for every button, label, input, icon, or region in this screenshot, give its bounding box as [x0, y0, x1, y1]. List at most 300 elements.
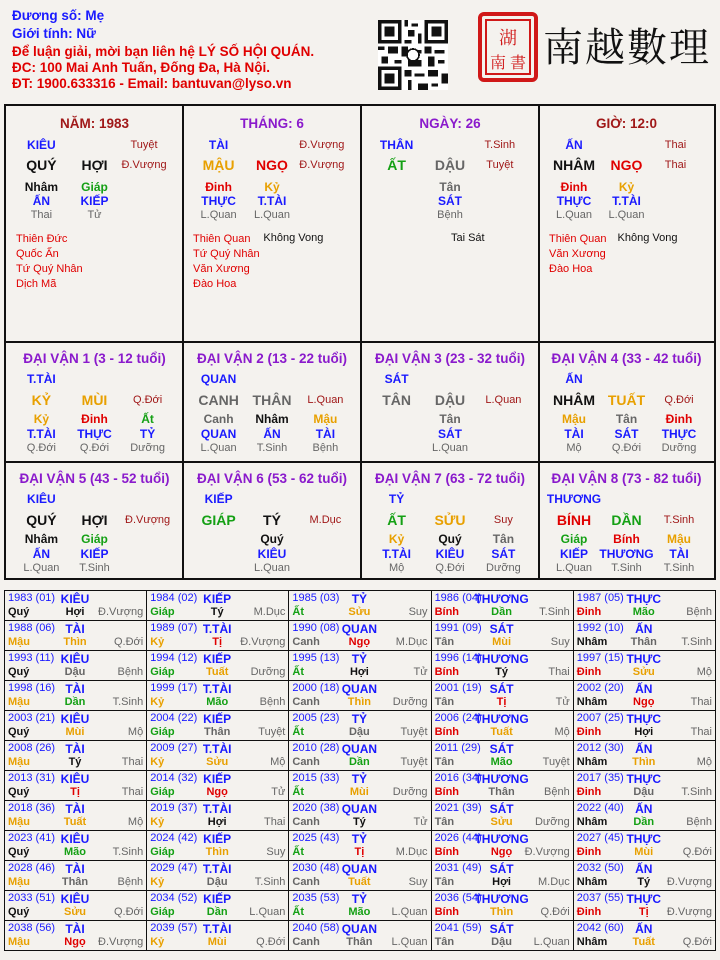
- dai-van-can-god: TỶ: [388, 492, 405, 506]
- year-chi: Hợi: [207, 816, 227, 828]
- year-can: Giáp: [150, 906, 175, 918]
- year-cell-content: [147, 831, 288, 860]
- year-cell-content: [574, 801, 715, 830]
- year-cell: [573, 621, 715, 651]
- dai-van-hidden-god: KIÊU: [435, 547, 465, 561]
- logo-text: 南越數理: [543, 25, 711, 71]
- year-cell-content: [289, 801, 430, 830]
- year-label: 2002 (20): [576, 682, 624, 694]
- year-stage: T.Sinh: [681, 786, 712, 798]
- year-row: [5, 591, 716, 621]
- year-cell-content: [289, 771, 430, 800]
- year-cell: [573, 921, 715, 951]
- year-chi: Tị: [212, 636, 223, 648]
- dai-van-chi: HỢI: [81, 512, 108, 528]
- year-cell: [147, 891, 289, 921]
- year-star: TỶ: [351, 772, 368, 786]
- pillar-can-stage: Thai: [664, 139, 687, 151]
- year-chi: Dậu: [633, 786, 655, 798]
- dai-van-hidden: Canh: [203, 412, 234, 426]
- year-star: KIÊU: [60, 592, 90, 606]
- year-star: TỶ: [351, 712, 368, 726]
- year-row: [5, 831, 716, 861]
- dai-van-chi-stage: L.Quan: [307, 394, 344, 406]
- year-can: Bính: [434, 846, 460, 858]
- year-can: Giáp: [150, 606, 175, 618]
- shensha-item: Quốc Ấn: [16, 248, 59, 260]
- year-star: THƯƠNG: [474, 832, 529, 846]
- year-chi: Ngọ: [490, 846, 513, 858]
- year-stage: M.Dục: [395, 636, 428, 648]
- dai-van-hidden: Giáp: [81, 532, 108, 546]
- red-seal-icon: [478, 12, 538, 82]
- year-can: Tân: [434, 936, 455, 948]
- year-cell-content: [432, 621, 573, 650]
- shensha-item: Thiên Quan: [193, 233, 251, 245]
- dai-van-chi: TÝ: [263, 512, 281, 528]
- header: [12, 8, 372, 92]
- year-label: 2015 (33): [292, 772, 340, 784]
- year-cell: [431, 681, 573, 711]
- year-star: THỰC: [626, 712, 662, 726]
- year-star: SÁT: [489, 922, 514, 936]
- year-chi: Dậu: [491, 936, 512, 948]
- year-chi: Thân: [346, 936, 373, 948]
- dai-van-1: [6, 342, 183, 462]
- year-can: Kỷ: [150, 876, 165, 888]
- hidden-stem-god: ẤN: [32, 194, 51, 208]
- year-star: THỰC: [626, 652, 662, 666]
- year-stage: Q.Đới: [540, 906, 570, 918]
- dai-van-can: BÍNH: [556, 512, 592, 528]
- pillar-can-stage: Tuyệt: [130, 139, 158, 151]
- year-star: KIẾP: [203, 892, 232, 906]
- year-can: Nhâm: [576, 756, 608, 768]
- hidden-stem: Nhâm: [24, 180, 59, 194]
- year-stage: Dưỡng: [392, 696, 428, 708]
- year-label: 1993 (11): [8, 652, 55, 664]
- qr-code-icon[interactable]: [378, 20, 448, 90]
- year-can: Tân: [434, 756, 455, 768]
- year-row: [5, 711, 716, 741]
- year-cell-content: [574, 681, 715, 710]
- dai-van-hidden-god: SÁT: [491, 547, 516, 561]
- year-cell: [5, 591, 147, 621]
- dai-van-hidden-stage: L.Quan: [555, 562, 593, 574]
- shensha-item: Đào Hoa: [549, 263, 593, 275]
- year-stage: Mộ: [127, 726, 144, 738]
- year-can: Canh: [292, 756, 320, 768]
- year-cell: [5, 801, 147, 831]
- dai-van-hidden-god: T.TÀI: [27, 427, 56, 441]
- year-chi: Thân: [488, 786, 515, 798]
- dai-van-7: [361, 462, 539, 578]
- dai-van-title: ĐẠI VẬN 8 (73 - 82 tuổi): [551, 471, 702, 486]
- year-label: 2030 (48): [292, 862, 340, 874]
- shensha-item: Tứ Quý Nhân: [193, 248, 260, 260]
- year-stage: Mộ: [696, 756, 712, 768]
- year-stage: Tử: [555, 696, 570, 708]
- dai-van-hidden-stage: T.Sinh: [663, 562, 695, 574]
- dai-van-hidden-stage: Q.Đới: [26, 442, 56, 454]
- year-label: 1998 (16): [8, 682, 56, 694]
- year-star: THƯƠNG: [474, 712, 529, 726]
- pillar-can: NHÂM: [553, 157, 595, 173]
- year-cell-content: [289, 681, 430, 710]
- year-star: SÁT: [489, 622, 514, 636]
- dai-van-can: TÂN: [382, 392, 411, 408]
- year-can: Mậu: [8, 876, 30, 888]
- year-cell: [431, 711, 573, 741]
- dai-van-chi: MÙI: [81, 392, 108, 408]
- shensha-item: Tứ Quý Nhân: [16, 263, 83, 275]
- year-star: THỰC: [626, 892, 662, 906]
- year-label: 1994 (12): [150, 652, 198, 664]
- dai-van-hidden-god: SÁT: [438, 427, 462, 441]
- year-label: 2018 (36): [8, 802, 56, 814]
- year-label: 1984 (02): [150, 592, 198, 604]
- dai-van-hidden-stage: L.Quan: [253, 562, 291, 574]
- year-can: Nhâm: [576, 816, 608, 828]
- year-cell: [289, 921, 431, 951]
- pillar-void: Tai Sát: [450, 232, 485, 244]
- pillar-can-stage: T.Sinh: [484, 139, 516, 151]
- dai-van-hidden-god: TÀI: [564, 427, 584, 441]
- dai-van-can-god: THƯƠNG: [546, 492, 602, 506]
- year-cell: [147, 801, 289, 831]
- year-cell-content: [289, 891, 430, 920]
- year-can: Mậu: [8, 816, 30, 828]
- year-label: 2007 (25): [576, 712, 624, 724]
- seal-char-1: 湖: [499, 28, 517, 49]
- year-cell-content: [432, 921, 573, 950]
- year-stage: Bệnh: [686, 606, 712, 618]
- year-cell: [573, 771, 715, 801]
- year-star: T.TÀI: [202, 802, 232, 816]
- year-star: THƯƠNG: [474, 772, 529, 786]
- year-label: 1985 (03): [292, 592, 340, 604]
- year-cell: [289, 891, 431, 921]
- year-label: 2014 (32): [150, 772, 198, 784]
- dai-van-can: NHÂM: [553, 392, 595, 408]
- year-cell-content: [147, 741, 288, 770]
- dai-van-6: [183, 462, 361, 578]
- year-can: Mậu: [8, 696, 30, 708]
- year-chi: Tuất: [632, 936, 655, 948]
- year-row: [5, 681, 716, 711]
- pillar-can: ẤT: [387, 157, 406, 173]
- year-can: Giáp: [150, 786, 175, 798]
- year-label: 2040 (58): [292, 922, 340, 934]
- year-cell: [431, 831, 573, 861]
- year-cell: [573, 861, 715, 891]
- year-can: Ất: [292, 786, 304, 798]
- year-cell-content: [147, 861, 288, 890]
- year-cell: [431, 741, 573, 771]
- year-cell-content: [574, 891, 715, 920]
- dai-van-hidden: Quý: [438, 532, 462, 546]
- year-star: KIẾP: [203, 592, 232, 606]
- year-can: Canh: [292, 936, 320, 948]
- year-can: Kỷ: [150, 816, 165, 828]
- year-chi: Mùi: [349, 786, 369, 798]
- year-can: Bính: [434, 606, 460, 618]
- year-stage: Đ.Vượng: [666, 876, 712, 888]
- year-chi: Dần: [206, 906, 228, 918]
- shensha-item: Thiên Quan: [549, 233, 607, 245]
- pillar-can-god: KIÊU: [27, 138, 56, 152]
- year-star: KIÊU: [60, 832, 90, 846]
- year-stage: Tử: [413, 666, 428, 678]
- year-can: Đinh: [576, 906, 602, 918]
- year-label: 2032 (50): [576, 862, 624, 874]
- year-can: Đinh: [576, 666, 602, 678]
- dai-van-can: QUÝ: [26, 512, 57, 528]
- year-label: 2011 (29): [434, 742, 481, 754]
- dai-van-chi: TUẤT: [607, 392, 646, 408]
- dai-van-3: [361, 342, 539, 462]
- year-stage: Mộ: [127, 816, 144, 828]
- annual-luck-table: [4, 590, 716, 951]
- year-label: 2025 (43): [292, 832, 340, 844]
- year-cell-content: [5, 711, 146, 740]
- year-stage: M.Dục: [395, 846, 428, 858]
- year-label: 1992 (10): [576, 622, 624, 634]
- dai-van-hidden-stage: Dưỡng: [661, 442, 697, 454]
- year-cell: [573, 741, 715, 771]
- year-can: Tân: [434, 816, 455, 828]
- year-stage: T.Sinh: [112, 846, 144, 858]
- year-stage: T.Sinh: [254, 876, 286, 888]
- year-chi: Mùi: [65, 726, 85, 738]
- shensha-list: [549, 232, 606, 277]
- year-stage: T.Sinh: [112, 696, 144, 708]
- dai-van-hidden: Nhâm: [24, 532, 59, 546]
- dai-van-hidden-stage: Dưỡng: [130, 442, 165, 454]
- year-cell-content: [147, 681, 288, 710]
- year-stage: Mộ: [270, 756, 286, 768]
- year-cell: [289, 681, 431, 711]
- dai-van-hidden-god: KIẾP: [80, 547, 109, 561]
- year-row: [5, 801, 716, 831]
- dai-van-title: ĐẠI VẬN 3 (23 - 32 tuổi): [374, 351, 526, 366]
- gender: Giới tính: Nữ: [12, 26, 96, 41]
- dai-van-8: [539, 462, 714, 578]
- year-cell-content: [147, 651, 288, 680]
- pillar-0: [6, 106, 183, 342]
- year-can: Canh: [292, 696, 320, 708]
- dai-van-hidden: Nhâm: [255, 412, 289, 426]
- year-cell: [431, 651, 573, 681]
- year-cell: [431, 801, 573, 831]
- hidden-stem-god: THỰC: [201, 194, 236, 208]
- year-chi: Sửu: [632, 666, 655, 678]
- dai-van-hidden-stage: Q.Đới: [435, 562, 465, 574]
- year-cell: [431, 861, 573, 891]
- year-chi: Thân: [630, 636, 657, 648]
- year-cell-content: [147, 771, 288, 800]
- hidden-stem: Giáp: [81, 180, 108, 194]
- year-star: TÀI: [65, 922, 85, 936]
- dai-van-title: ĐẠI VẬN 2 (13 - 22 tuổi): [196, 351, 348, 366]
- year-chi: Tị: [496, 696, 507, 708]
- year-star: ẤN: [635, 742, 653, 756]
- year-chi: Tý: [210, 606, 224, 618]
- dai-van-hidden-stage: Bệnh: [312, 442, 339, 454]
- pillar-void: Không Vong: [263, 232, 324, 244]
- hidden-stem-stage: Thai: [30, 209, 53, 221]
- year-stage: L.Quan: [391, 936, 428, 948]
- year-cell: [431, 621, 573, 651]
- year-star: THỰC: [626, 592, 662, 606]
- dai-van-title: ĐẠI VẬN 5 (43 - 52 tuổi): [19, 471, 170, 486]
- dai-van-hidden-stage: T.Sinh: [79, 562, 110, 574]
- year-star: TÀI: [65, 682, 85, 696]
- year-chi: Dậu: [348, 726, 370, 738]
- year-chi: Ngọ: [633, 696, 655, 708]
- hidden-stem-stage: Bệnh: [437, 209, 463, 221]
- year-star: TỶ: [351, 832, 368, 846]
- pillar-chi-stage: Đ.Vượng: [299, 159, 345, 171]
- year-cell-content: [574, 651, 715, 680]
- year-star: SÁT: [489, 802, 514, 816]
- year-stage: Q.Đới: [682, 936, 712, 948]
- dai-van-hidden-stage: Q.Đới: [79, 442, 110, 454]
- dai-van-hidden: Mậu: [313, 412, 338, 426]
- year-stage: Đ.Vượng: [98, 606, 144, 618]
- year-cell: [5, 651, 147, 681]
- year-star: QUAN: [341, 742, 378, 756]
- year-stage: L.Quan: [391, 906, 428, 918]
- year-cell: [5, 621, 147, 651]
- year-cell: [5, 681, 147, 711]
- year-can: Mậu: [8, 636, 30, 648]
- year-stage: Tử: [413, 816, 428, 828]
- year-star: T.TÀI: [202, 742, 232, 756]
- pillar-chi: DẬU: [434, 157, 466, 173]
- year-label: 2023 (41): [8, 832, 56, 844]
- year-label: 2013 (31): [8, 772, 56, 784]
- year-cell-content: [432, 801, 573, 830]
- year-can: Kỷ: [150, 636, 165, 648]
- year-star: T.TÀI: [202, 682, 232, 696]
- pillar-title: GIỜ: 12:0: [595, 116, 658, 131]
- year-stage: Q.Đới: [113, 906, 144, 918]
- dai-van-hidden: Bính: [613, 532, 640, 546]
- year-can: Ất: [292, 726, 304, 738]
- year-can: Bính: [434, 726, 460, 738]
- dai-van-chi: SỬU: [434, 512, 466, 528]
- year-chi: Mão: [348, 906, 371, 918]
- year-cell: [147, 831, 289, 861]
- year-star: TỶ: [351, 592, 368, 606]
- dai-van-hidden-god: THƯƠNG: [599, 547, 654, 561]
- dai-van-title: ĐẠI VẬN 1 (3 - 12 tuổi): [23, 351, 166, 366]
- dai-van-chi-stage: Suy: [493, 514, 513, 526]
- year-cell-content: [5, 741, 146, 770]
- dai-van-hidden-god: TÀI: [315, 427, 336, 441]
- year-can: Quý: [8, 726, 30, 738]
- year-label: 2034 (52): [150, 892, 198, 904]
- year-can: Ất: [292, 846, 304, 858]
- year-can: Bính: [434, 906, 460, 918]
- year-chi: Thìn: [347, 696, 371, 708]
- year-cell-content: [5, 771, 146, 800]
- year-label: 2031 (49): [434, 862, 482, 874]
- year-cell-content: [574, 711, 715, 740]
- dai-van-hidden: Giáp: [560, 532, 588, 546]
- year-label: 2016 (34): [434, 772, 482, 784]
- year-star: QUAN: [341, 622, 378, 636]
- dai-van-can-god: KIẾP: [204, 492, 233, 506]
- pillar-chi-stage: Tuyệt: [486, 159, 514, 171]
- year-cell: [147, 771, 289, 801]
- year-chi: Mùi: [492, 636, 512, 648]
- year-cell: [147, 711, 289, 741]
- dai-van-hidden: Quý: [260, 532, 284, 546]
- year-label: 2035 (53): [292, 892, 340, 904]
- pillar-can-god: THÂN: [379, 138, 414, 152]
- year-stage: Đ.Vượng: [524, 846, 570, 858]
- year-chi: Mão: [632, 606, 655, 618]
- year-stage: Đ.Vượng: [240, 636, 286, 648]
- year-label: 1991 (09): [434, 622, 482, 634]
- year-cell-content: [432, 861, 573, 890]
- year-can: Quý: [8, 786, 30, 798]
- pillar-chi-stage: Thai: [664, 159, 687, 171]
- year-cell-content: [574, 591, 715, 620]
- dai-van-hidden-god: THỰC: [661, 427, 697, 441]
- year-stage: T.Sinh: [539, 606, 570, 618]
- year-cell-content: [5, 801, 146, 830]
- year-cell-content: [289, 861, 430, 890]
- year-cell: [5, 831, 147, 861]
- year-can: Ất: [292, 906, 304, 918]
- year-label: 2000 (18): [292, 682, 340, 694]
- shensha-list: [16, 232, 83, 292]
- year-can: Nhâm: [576, 696, 608, 708]
- year-cell: [573, 801, 715, 831]
- pillar-chi-stage: Đ.Vượng: [121, 159, 167, 171]
- hidden-stem: Tân: [439, 180, 461, 194]
- year-chi: Mùi: [207, 936, 227, 948]
- shensha-item: Dịch Mã: [16, 278, 57, 290]
- year-cell-content: [432, 711, 573, 740]
- dai-van-hidden-stage: Mộ: [388, 562, 405, 574]
- year-cell: [289, 771, 431, 801]
- year-cell: [573, 681, 715, 711]
- dai-van-hidden-god: QUAN: [200, 427, 237, 441]
- year-row: [5, 621, 716, 651]
- dai-van-hidden: Kỷ: [388, 532, 405, 546]
- year-cell: [573, 651, 715, 681]
- year-cell: [289, 621, 431, 651]
- year-label: 1987 (05): [576, 592, 624, 604]
- year-can: Giáp: [150, 726, 175, 738]
- year-chi: Hợi: [492, 876, 511, 888]
- year-chi: Tý: [495, 666, 508, 678]
- year-cell-content: [5, 861, 146, 890]
- dai-van-can: CANH: [198, 392, 239, 408]
- year-cell: [431, 921, 573, 951]
- year-label: 2026 (44): [434, 832, 482, 844]
- year-cell: [147, 681, 289, 711]
- year-label: 1989 (07): [150, 622, 198, 634]
- year-stage: L.Quan: [249, 906, 286, 918]
- year-stage: Q.Đới: [682, 846, 712, 858]
- dai-van-title: ĐẠI VẬN 4 (33 - 42 tuổi): [551, 351, 702, 366]
- year-cell: [289, 591, 431, 621]
